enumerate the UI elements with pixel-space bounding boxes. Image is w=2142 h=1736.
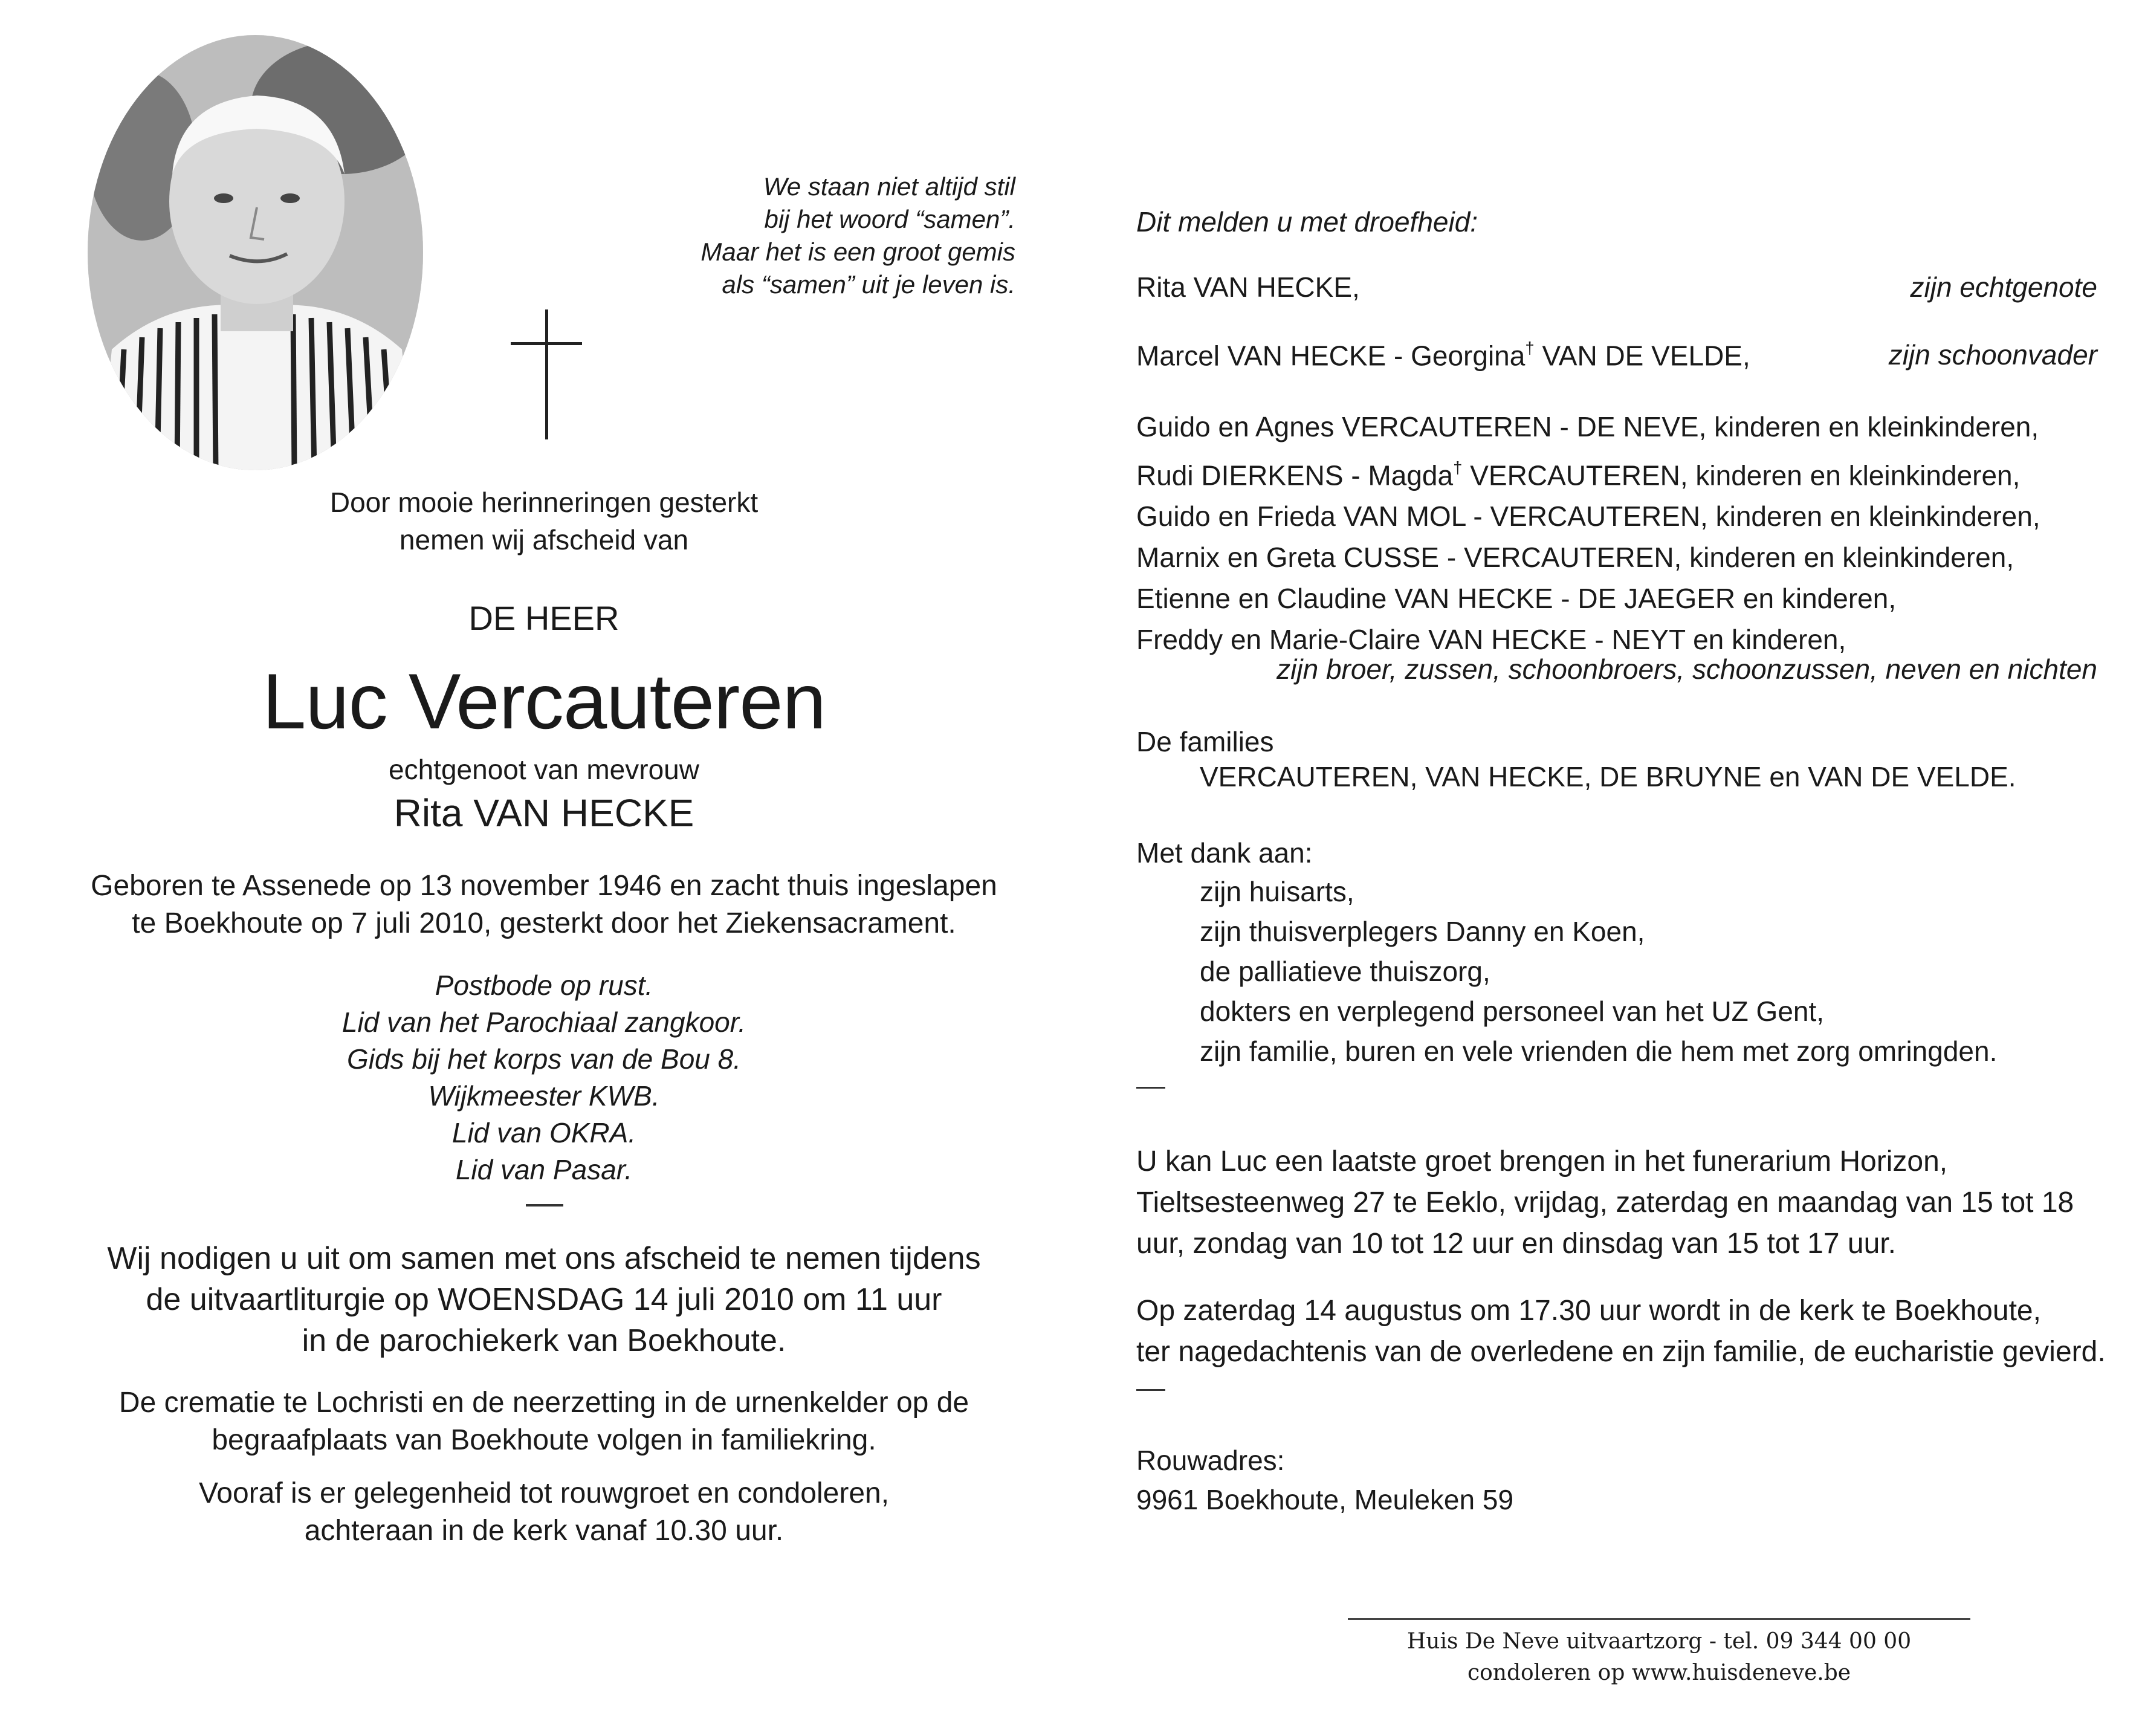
role-item: Postbode op rust. <box>435 970 653 1001</box>
birth-line: Geboren te Assenede op 13 november 1946 en zacht thuis ingeslapen <box>91 870 997 902</box>
funeral-invitation <box>60 1238 1027 1361</box>
family-item: Marnix en Greta CUSSE - VERCAUTEREN, kinderen en kleinkinderen, <box>1136 542 2014 574</box>
visit-line: Tieltsesteenweg 27 te Eeklo, vrijdag, zaterdag en maandag van 15 tot 18 <box>1136 1187 2074 1219</box>
invite-line: in de parochiekerk van Boekhoute. <box>302 1323 786 1358</box>
divider <box>1136 1389 1165 1391</box>
divider <box>1136 1087 1165 1089</box>
role-item: Lid van Pasar. <box>455 1154 633 1185</box>
birth-death-info <box>60 867 1027 942</box>
family-item: Guido en Agnes VERCAUTEREN - DE NEVE, kinderen en kleinkinderen, <box>1136 411 2039 442</box>
condolence-info <box>60 1475 1027 1550</box>
memorial-mass-info <box>1136 1291 2106 1373</box>
honorific: DE HEER <box>468 599 620 637</box>
spouse-name: Rita VAN HECKE <box>393 791 694 835</box>
thanks-item: de palliatieve thuiszorg, <box>1200 956 1490 987</box>
spouse-intro: echtgenoot van mevrouw <box>389 754 699 785</box>
address: 9961 Boekhoute, Meuleken 59 <box>1136 1484 1514 1515</box>
invite-line: de uitvaartliturgie op WOENSDAG 14 juli 2010 om 11 uur <box>146 1282 942 1317</box>
divider <box>526 1204 563 1206</box>
footer-line: condoleren op www.huisdeneve.be <box>1467 1660 1851 1685</box>
address-label: Rouwadres: <box>1136 1445 1285 1476</box>
quote-line: Maar het is een groot gemis <box>701 238 1015 266</box>
thanks-label: Met dank aan: <box>1136 837 1313 869</box>
role-item: Lid van OKRA. <box>451 1117 636 1148</box>
quote-line: bij het woord “samen”. <box>764 205 1015 233</box>
portrait-illustration <box>88 35 423 470</box>
mass-line: Op zaterdag 14 augustus om 17.30 uur wordt in de kerk te Boekhoute, <box>1136 1295 2041 1327</box>
cremation-line: begraafplaats van Boekhoute volgen in familiekring. <box>212 1424 876 1456</box>
deceased-name: Luc Vercauteren <box>262 657 826 745</box>
wife-name: Rita VAN HECKE, <box>1136 271 1360 303</box>
quote-line: als “samen” uit je leven is. <box>722 270 1015 299</box>
invite-line: Wij nodigen u uit om samen met ons afscheid te nemen tijdens <box>107 1241 981 1276</box>
families-names: VERCAUTEREN, VAN HECKE, DE BRUYNE en VAN DE VELDE. <box>1200 761 2016 792</box>
thanks-item: zijn thuisverplegers Danny en Koen, <box>1200 916 1645 947</box>
family-item: Guido en Frieda VAN MOL - VERCAUTEREN, kinderen en kleinkinderen, <box>1136 500 2040 533</box>
portrait-photo <box>88 35 423 470</box>
cross-icon-bar <box>511 342 582 345</box>
footer <box>1348 1626 1970 1689</box>
siblings-relation: zijn broer, zussen, schoonbroers, schoonzussen, neven en nichten <box>1276 653 2097 685</box>
cremation-info <box>60 1384 1027 1459</box>
footer-line: Huis De Neve uitvaartzorg - tel. 09 344 00 00 <box>1406 1629 1912 1654</box>
thanks-item: zijn familie, buren en vele vrienden die hem met zorg omringden. <box>1200 1035 1998 1067</box>
cremation-line: De crematie te Lochristi en de neerzetting in de urnenkelder op de <box>118 1387 969 1419</box>
visitation-info <box>1136 1141 2074 1265</box>
wife-relation: zijn echtgenote <box>1910 271 2097 303</box>
footer-divider <box>1348 1618 1970 1620</box>
visit-line: U kan Luc een laatste groet brengen in het funerarium Horizon, <box>1136 1145 1948 1177</box>
family-item <box>1136 447 2040 496</box>
thanks-item: dokters en verplegend personeel van het UZ Gent, <box>1200 996 1825 1027</box>
mass-line: ter nagedachtenis van de overledene en zijn familie, de eucharistie gevierd. <box>1136 1336 2106 1368</box>
father-in-law-part-b: VAN DE VELDE, <box>1534 340 1750 372</box>
role-item: Wijkmeester KWB. <box>428 1080 660 1112</box>
dagger-icon: † <box>1525 338 1535 357</box>
father-in-law-part-a: Marcel VAN HECKE - Georgina <box>1136 340 1526 372</box>
role-item: Lid van het Parochiaal zangkoor. <box>341 1006 746 1038</box>
relative-row-father-in-law <box>1136 338 2097 376</box>
thanks-list <box>1200 872 1997 1071</box>
birth-line: te Boekhoute op 7 juli 2010, gesterkt door het Ziekensacrament. <box>132 907 956 939</box>
rudi-part-a: Rudi DIERKENS - Magda <box>1136 459 1454 491</box>
cross-icon <box>545 309 548 439</box>
families-label: De families <box>1136 726 1274 757</box>
quote-line: We staan niet altijd stil <box>763 172 1015 201</box>
family-list <box>1136 406 2040 660</box>
role-item: Gids bij het korps van de Bou 8. <box>346 1043 742 1075</box>
condolence-line: achteraan in de kerk vanaf 10.30 uur. <box>304 1515 784 1547</box>
intro <box>60 484 1027 559</box>
visit-line: uur, zondag van 10 tot 12 uur en dinsdag van 15 tot 17 uur. <box>1136 1228 1896 1260</box>
announcement-heading: Dit melden u met droefheid: <box>1136 206 1478 238</box>
dagger-icon: † <box>1453 458 1463 477</box>
thanks-item: zijn huisarts, <box>1200 876 1354 907</box>
condolence-line: Vooraf is er gelegenheid tot rouwgroet en condoleren, <box>198 1477 890 1509</box>
intro-line: Door mooie herinneringen gesterkt <box>329 487 759 518</box>
roles-list <box>60 967 1027 1188</box>
rudi-part-b: VERCAUTEREN, kinderen en kleinkinderen, <box>1462 459 2021 491</box>
intro-line: nemen wij afscheid van <box>399 524 689 555</box>
family-item: Etienne en Claudine VAN HECKE - DE JAEGER en kinderen, <box>1136 583 1897 615</box>
father-in-law-name <box>1136 338 1750 372</box>
family-item: Freddy en Marie-Claire VAN HECKE - NEYT en kinderen, <box>1136 624 1846 656</box>
father-in-law-relation: zijn schoonvader <box>1888 339 2097 371</box>
quote <box>604 170 1015 301</box>
relative-row-wife <box>1136 271 2097 308</box>
